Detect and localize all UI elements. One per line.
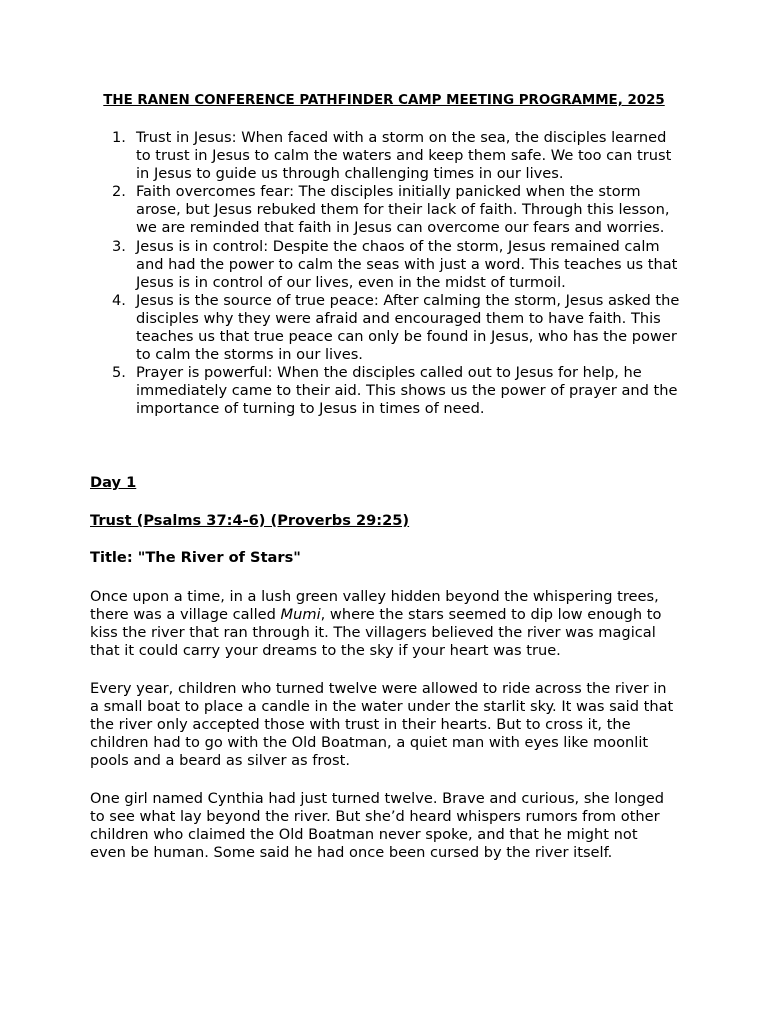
list-item (112, 237, 684, 292)
list-item-text: Jesus is the source of true peace: After calming the storm, Jesus asked the disciples why they were afraid and encouraged them to have faith. This teaches us that true peace can only be found in Jesus, who has the power to calm the storms in our lives. (136, 291, 680, 364)
village-name: Mumi (280, 606, 321, 624)
list-item (112, 291, 684, 364)
list-item-number: 4. (112, 291, 126, 309)
story-paragraph-2: Every year, children who turned twelve were allowed to ride across the river in a small boat to place a candle in the water under the starlit sky. It was said that the river only accepted those with trust in their hearts. But to cross it, the children had to go with the Old Boatman, a quiet man with eyes like moonlit pools and a beard as silver as frost. (90, 680, 674, 770)
list-item (112, 364, 684, 418)
lessons-list (112, 129, 684, 419)
story-title: Title: "The River of Stars" (90, 549, 301, 566)
list-item-number: 2. (112, 183, 126, 201)
document-title: THE RANEN CONFERENCE PATHFINDER CAMP MEETING PROGRAMME, 2025 (103, 93, 665, 108)
list-item-text: Trust in Jesus: When faced with a storm on the sea, the disciples learned to trust in Jesus to calm the waters and keep them safe. We too can trust in Jesus to guide us through challenging times in our lives. (136, 129, 672, 183)
paragraph-text: , where the stars seemed to dip low enough to kiss the river that ran through it. The villagers believed the river was magical that it could carry your dreams to the sky if your heart was true. (90, 606, 662, 660)
day-heading: Day 1 (90, 474, 137, 491)
list-item-text: Jesus is in control: Despite the chaos of the storm, Jesus remained calm and had the power to calm the seas with just a word. This teaches us that Jesus is in control of our lives, even in the midst of turmoil. (136, 237, 678, 291)
theme-heading: Trust (Psalms 37:4-6) (Proverbs 29:25) (90, 512, 410, 529)
story-paragraph-3: One girl named Cynthia had just turned twelve. Brave and curious, she longed to see what lay beyond the river. But she’d heard whispers rumors from other children who claimed the Old Boatman never spoke, and that he might not even be human. Some said he had once been cursed by the river itself. (90, 790, 665, 862)
list-item-number: 5. (112, 364, 126, 382)
list-item (112, 129, 684, 183)
list-item (112, 183, 684, 237)
paragraph-text: Once upon a time, in a lush green valley hidden beyond the whispering trees, there was a village called (90, 588, 659, 624)
list-item-text: Prayer is powerful: When the disciples called out to Jesus for help, he immediately came to their aid. This shows us the power of prayer and the importance of turning to Jesus in times of need. (136, 364, 678, 418)
list-item-text: Faith overcomes fear: The disciples initially panicked when the storm arose, but Jesus rebuked them for their lack of faith. Through this lesson, we are reminded that faith in Jesus can overcome our fears and worries. (136, 183, 670, 237)
list-item-number: 1. (112, 129, 126, 146)
story-paragraph-1 (90, 588, 684, 660)
list-item-number: 3. (112, 237, 126, 255)
